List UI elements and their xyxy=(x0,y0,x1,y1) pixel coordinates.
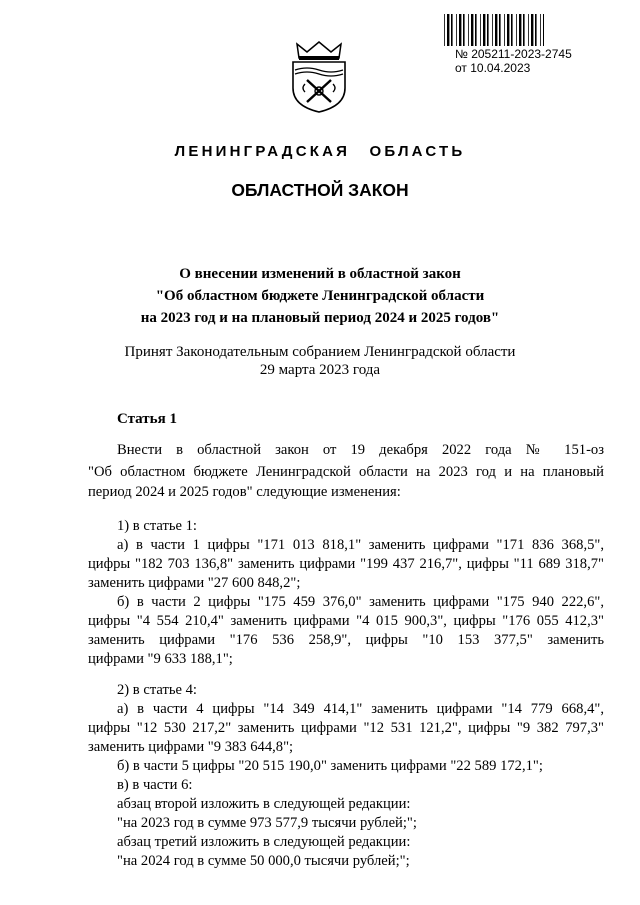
item-2b: б) в части 5 цифры "20 515 190,0" заменить цифрами "22 589 172,1"; xyxy=(117,758,543,774)
barcode-bar xyxy=(499,14,501,46)
registration-date: от 10.04.2023 xyxy=(455,61,531,75)
barcode-bar xyxy=(535,14,537,46)
barcode-bar xyxy=(487,14,489,46)
barcode xyxy=(444,14,544,46)
intro-line-1: Внести в областной закон от 19 декабря 2022 года № 151-оз xyxy=(117,442,604,458)
item-1b-line-3: заменить цифрами "176 536 258,9", цифры "10 153 377,5" заменить xyxy=(88,632,604,648)
intro-line-2: "Об областном бюджете Ленинградской области на 2023 год и на плановый xyxy=(88,464,604,480)
coat-of-arms-icon xyxy=(287,40,351,114)
law-title-line-2: "Об областном бюджете Ленинградской области xyxy=(155,288,485,304)
intro-line-3: период 2024 и 2025 годов" следующие изменения: xyxy=(88,484,401,500)
barcode-bar xyxy=(531,14,533,46)
barcode-bar xyxy=(444,14,445,46)
barcode-bar xyxy=(543,14,544,46)
barcode-bar xyxy=(523,14,525,46)
barcode-bar xyxy=(495,14,497,46)
item-1-title: 1) в статье 1: xyxy=(117,518,197,534)
item-2c-line-4: "на 2024 год в сумме 50 000,0 тысячи рублей;"; xyxy=(117,853,410,869)
item-2a-line-3: заменить цифрами "9 383 644,8"; xyxy=(88,739,294,755)
item-1a-line-2: цифры "182 703 136,8" заменить цифрами "199 437 216,7", цифры "11 689 318,7" xyxy=(88,556,604,572)
law-title-line-1: О внесении изменений в областной закон xyxy=(179,266,461,282)
barcode-bar xyxy=(451,14,453,46)
item-2c-line-3: абзац третий изложить в следующей редакции: xyxy=(117,834,411,850)
item-1b-line-2: цифры "4 554 210,4" заменить цифрами "4 015 900,3", цифры "176 055 412,3" xyxy=(88,613,604,629)
document-type: ОБЛАСТНОЙ ЗАКОН xyxy=(231,180,409,200)
law-title-line-3: на 2023 год и на плановый период 2024 и 2025 годов" xyxy=(140,310,500,326)
item-2c-line-1: абзац второй изложить в следующей редакции: xyxy=(117,796,411,812)
barcode-bar xyxy=(519,14,521,46)
item-1b-line-1: б) в части 2 цифры "175 459 376,0" заменить цифрами "175 940 222,6", xyxy=(117,594,604,610)
barcode-bar xyxy=(511,14,513,46)
barcode-bar xyxy=(504,14,505,46)
registration-number: № 205211-2023-2745 xyxy=(455,47,572,61)
adopted-by: Принят Законодательным собранием Ленинградской области xyxy=(124,344,516,360)
barcode-bar xyxy=(475,14,477,46)
region-name: ЛЕНИНГРАДСКАЯ ОБЛАСТЬ xyxy=(174,143,466,160)
barcode-bar xyxy=(459,14,461,46)
barcode-bar xyxy=(507,14,509,46)
adoption-date: 29 марта 2023 года xyxy=(259,362,381,378)
item-1a-line-1: а) в части 1 цифры "171 013 818,1" заменить цифрами "171 836 368,5", xyxy=(117,537,604,553)
barcode-bar xyxy=(540,14,541,46)
barcode-bar xyxy=(456,14,457,46)
item-2a-line-1: а) в части 4 цифры "14 349 414,1" заменить цифрами "14 779 668,4", xyxy=(117,701,604,717)
barcode-bar xyxy=(516,14,517,46)
barcode-bar xyxy=(480,14,481,46)
barcode-bar xyxy=(447,14,449,46)
barcode-bar xyxy=(468,14,469,46)
item-1a-line-3: заменить цифрами "27 600 848,2"; xyxy=(88,575,301,591)
item-2c-line-2: "на 2023 год в сумме 973 577,9 тысячи рублей;"; xyxy=(117,815,417,831)
barcode-bar xyxy=(483,14,485,46)
barcode-bar xyxy=(471,14,473,46)
item-2-title: 2) в статье 4: xyxy=(117,682,197,698)
barcode-bar xyxy=(492,14,493,46)
item-2a-line-2: цифры "12 530 217,2" заменить цифрами "12 531 121,2", цифры "9 382 797,3" xyxy=(88,720,604,736)
item-1b-line-4: цифрами "9 633 188,1"; xyxy=(88,651,233,667)
article-heading: Статья 1 xyxy=(117,411,177,427)
item-2c-title: в) в части 6: xyxy=(117,777,193,793)
barcode-bar xyxy=(528,14,529,46)
barcode-bar xyxy=(463,14,465,46)
